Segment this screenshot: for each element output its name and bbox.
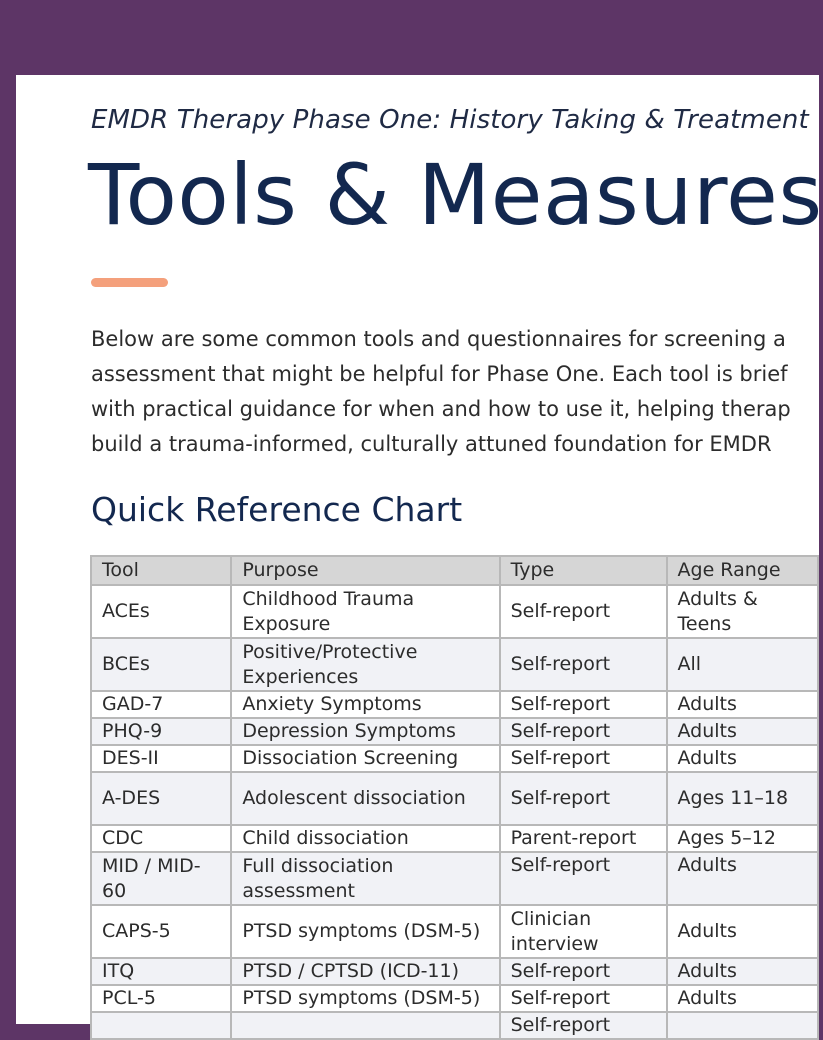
cell-type: Self-report <box>500 718 667 745</box>
table-row <box>91 985 818 1012</box>
cell-purpose: PTSD / CPTSD (ICD-11) <box>231 958 499 985</box>
intro-line: Below are some common tools and questionnaires for screening a <box>91 327 786 351</box>
cell-purpose <box>231 1012 499 1039</box>
cell-tool: ITQ <box>91 958 231 985</box>
cell-age-range: Adults <box>667 718 818 745</box>
column-header-age-range: Age Range <box>667 556 818 585</box>
cell-purpose: Positive/Protective Experiences <box>231 638 499 691</box>
table-row <box>91 1012 818 1039</box>
table-body <box>91 585 818 1039</box>
cell-tool: GAD-7 <box>91 691 231 718</box>
column-header-tool: Tool <box>91 556 231 585</box>
table-row <box>91 852 818 905</box>
cell-purpose: Childhood Trauma Exposure <box>231 585 499 638</box>
cell-type: Self-report <box>500 745 667 772</box>
cell-tool: BCEs <box>91 638 231 691</box>
cell-age-range: Ages 11–18 <box>667 772 818 825</box>
column-header-purpose: Purpose <box>231 556 499 585</box>
cell-tool: PCL-5 <box>91 985 231 1012</box>
cell-type: Self-report <box>500 772 667 825</box>
cell-purpose: Child dissociation <box>231 825 499 852</box>
cell-purpose: Depression Symptoms <box>231 718 499 745</box>
cell-tool <box>91 1012 231 1039</box>
table-row <box>91 718 818 745</box>
table-row <box>91 958 818 985</box>
table-header-row <box>91 556 818 585</box>
cell-age-range: Adults <box>667 905 818 958</box>
cell-tool: DES-II <box>91 745 231 772</box>
table-row <box>91 772 818 825</box>
cell-tool: CAPS-5 <box>91 905 231 958</box>
cell-age-range: Adults <box>667 985 818 1012</box>
cell-age-range: Adults <box>667 745 818 772</box>
cell-age-range <box>667 1012 818 1039</box>
cell-age-range: Adults <box>667 852 818 905</box>
document-page <box>16 75 823 1036</box>
intro-line: build a trauma-informed, culturally attuned foundation for EMDR <box>91 432 772 456</box>
cell-purpose: Full dissociation assessment <box>231 852 499 905</box>
cell-tool: CDC <box>91 825 231 852</box>
cell-age-range: Adults <box>667 958 818 985</box>
page-title: Tools & Measures <box>88 146 823 244</box>
intro-paragraph <box>91 322 791 462</box>
table-row <box>91 585 818 638</box>
cell-purpose: PTSD symptoms (DSM-5) <box>231 905 499 958</box>
cell-type: Self-report <box>500 585 667 638</box>
intro-line: with practical guidance for when and how to use it, helping therap <box>91 397 791 421</box>
cell-age-range: Adults & Teens <box>667 585 818 638</box>
cell-tool: ACEs <box>91 585 231 638</box>
title-accent-bar <box>91 278 168 287</box>
intro-line: assessment that might be helpful for Phase One. Each tool is brief <box>91 362 788 386</box>
cell-type: Self-report <box>500 985 667 1012</box>
cell-age-range: Adults <box>667 691 818 718</box>
cell-tool: MID / MID-60 <box>91 852 231 905</box>
table-row <box>91 905 818 958</box>
cell-tool: A-DES <box>91 772 231 825</box>
document-subtitle: EMDR Therapy Phase One: History Taking & Treatment <box>91 105 809 135</box>
cell-purpose: Anxiety Symptoms <box>231 691 499 718</box>
cell-type: Self-report <box>500 691 667 718</box>
cell-age-range: All <box>667 638 818 691</box>
table-row <box>91 745 818 772</box>
cell-type: Self-report <box>500 638 667 691</box>
cell-purpose: Adolescent dissociation <box>231 772 499 825</box>
cell-type: Clinician interview <box>500 905 667 958</box>
cell-tool: PHQ-9 <box>91 718 231 745</box>
cell-age-range: Ages 5–12 <box>667 825 818 852</box>
cell-type: Self-report <box>500 1012 667 1039</box>
table-row <box>91 825 818 852</box>
cell-type: Parent-report <box>500 825 667 852</box>
column-header-type: Type <box>500 556 667 585</box>
cell-type: Self-report <box>500 958 667 985</box>
table-row <box>91 638 818 691</box>
cell-purpose: PTSD symptoms (DSM-5) <box>231 985 499 1012</box>
section-heading: Quick Reference Chart <box>91 490 463 529</box>
cell-type: Self-report <box>500 852 667 905</box>
cell-purpose: Dissociation Screening <box>231 745 499 772</box>
quick-reference-table <box>90 555 819 1040</box>
table-row <box>91 691 818 718</box>
